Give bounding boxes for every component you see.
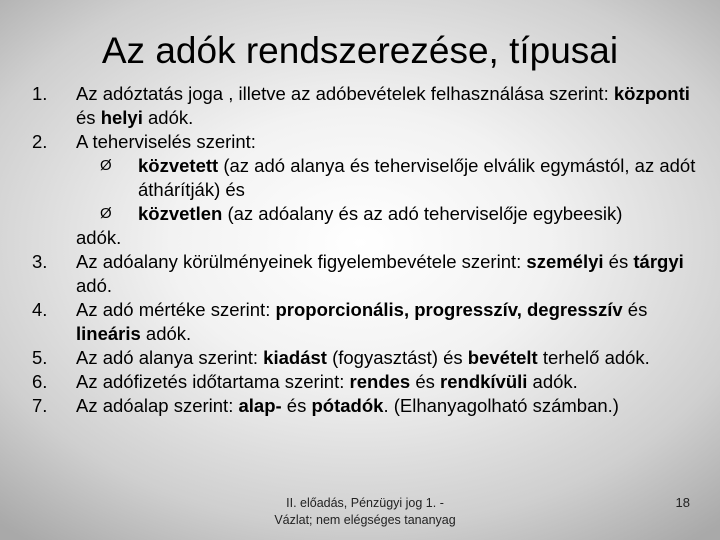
list-item-4 (30, 298, 700, 346)
text-run: terhelő adók. (537, 347, 650, 368)
bold-term: kiadást (263, 347, 327, 368)
list-number: 1. (32, 83, 48, 104)
bold-term: rendes (349, 371, 411, 392)
bold-term: pótadók (311, 395, 384, 416)
slide-title: Az adók rendszerezése, típusai (101, 30, 619, 71)
sub-item-kozvetlen (30, 202, 700, 226)
arrow-bullet-icon: Ø (100, 157, 112, 174)
slide-footer (245, 495, 485, 529)
sub-item-text (138, 155, 695, 200)
list-item-7 (30, 394, 700, 418)
text-run: adó. (76, 275, 113, 296)
text-run: adók. (140, 323, 192, 344)
text-run: A teherviselés szerint: (76, 131, 256, 152)
text-run: adók. (527, 371, 578, 392)
list-item-1 (30, 82, 700, 130)
footer-line-2: Vázlat; nem elégséges tananyag (274, 513, 456, 527)
text-run: (az adó alanya és teherviselője elválik egymástól, az adót áthárítják) és (138, 155, 696, 200)
list-text (76, 395, 619, 416)
text-run: és (281, 395, 312, 416)
list-item-3 (30, 250, 700, 298)
list-item-6 (30, 370, 700, 394)
text-run: és (603, 251, 634, 272)
list-number: 3. (32, 251, 48, 272)
list-item-5 (30, 346, 700, 370)
arrow-bullet-icon: Ø (100, 205, 112, 222)
text-run: Az adóalany körülményeinek figyelembevétele szerint: (76, 251, 527, 272)
list-text (76, 299, 647, 344)
text-run: (az adóalany és az adó teherviselője egybeesik) (222, 203, 623, 224)
footer-line-1: II. előadás, Pénzügyi jog 1. - (286, 496, 444, 510)
text-run: Az adófizetés időtartama szerint: (76, 371, 350, 392)
text-run: Az adóalap szerint: (76, 395, 239, 416)
bold-term: közvetlen (138, 203, 223, 224)
list-number: 6. (32, 371, 48, 392)
text-run: Az adóztatás joga , illetve az adóbevételek felhasználása szerint: (76, 83, 614, 104)
sub-item-kozvetett (30, 154, 700, 202)
list-number: 2. (32, 131, 48, 152)
bold-term: tárgyi (633, 251, 684, 272)
list-number: 7. (32, 395, 48, 416)
page-number: 18 (675, 495, 690, 510)
bold-term: rendkívüli (440, 371, 528, 392)
list-text (76, 251, 684, 296)
text-run: és (622, 299, 648, 320)
list-item-2 (30, 130, 700, 154)
bold-term: alap- (238, 395, 282, 416)
bold-term: bevételt (467, 347, 538, 368)
bold-term: központi (613, 83, 690, 104)
bold-term: helyi (100, 107, 143, 128)
text-run: Az adó alanya szerint: (76, 347, 264, 368)
bold-term: proporcionális, progresszív, degresszív (275, 299, 623, 320)
sub-item-text (138, 203, 622, 224)
text-run: és (76, 107, 101, 128)
list-number: 4. (32, 299, 48, 320)
list-text (76, 83, 690, 128)
text-run: Az adó mértéke szerint: (76, 299, 276, 320)
list-text (76, 371, 578, 392)
bold-term: személyi (526, 251, 604, 272)
bold-term: lineáris (76, 323, 141, 344)
text-run: adók. (142, 107, 194, 128)
text-run: (fogyasztást) és (326, 347, 468, 368)
list-item-2-tail: adók. (76, 227, 122, 248)
bold-term: közvetett (138, 155, 219, 176)
slide-content (30, 82, 700, 418)
list-text (76, 131, 256, 152)
list-text (76, 347, 650, 368)
text-run: . (Elhanyagolható számban.) (383, 395, 619, 416)
text-run: és (410, 371, 441, 392)
list-number: 5. (32, 347, 48, 368)
